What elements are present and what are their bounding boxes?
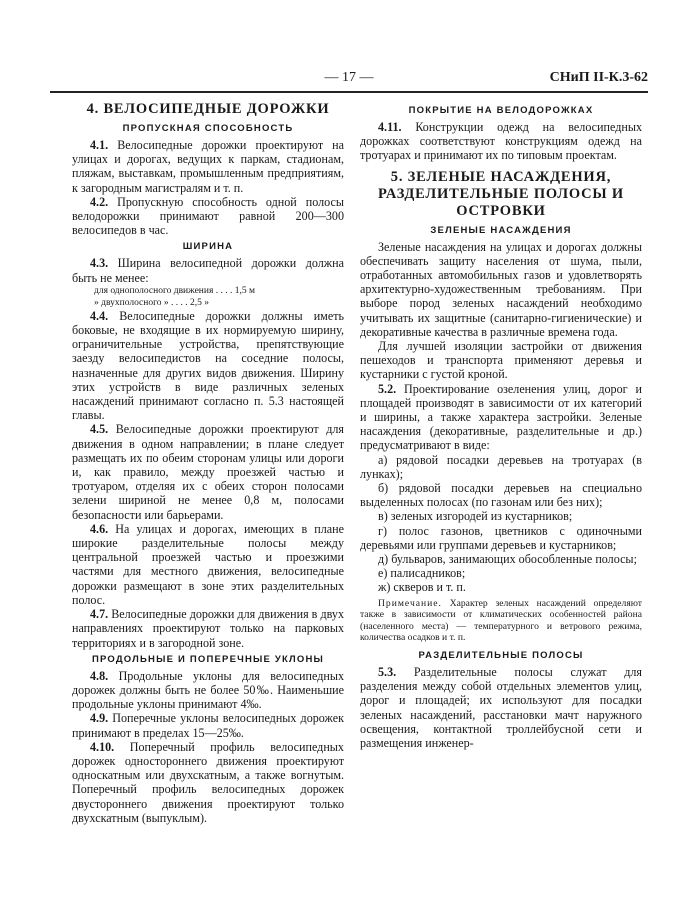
paragraph-4-10: 4.10. Поперечный профиль велосипедных дорожек одностороннего движения проектируют односкатным или двухскатным, а также вогнутым. Поперечный профиль велосипедных дорожек двустороннего движения проектируют только двухскатным (выпуклым).	[72, 739, 344, 825]
list-item: б) рядовой посадки деревьев на специально выделенных полосах (по газонам или без них);	[360, 481, 642, 510]
subheading-capacity: ПРОПУСКНАЯ СПОСОБНОСТЬ	[122, 123, 294, 134]
list-item: ж) скверов и т. п.	[378, 580, 466, 595]
paragraph-4-5: 4.5. Велосипедные дорожки проектируют для движения в одном направлении; в плане следует размещать их по обеим сторонам улицы или дороги и, как правило, между проезжей частью и тротуаром, отделяя их с обеих сторон полосами зелени шириной не менее 0,8 м, полосами безопасности или барьерами.	[72, 422, 344, 522]
paragraph-4-7: 4.7. Велосипедные дорожки для движения в двух направлениях проектируют только на парковых территориях и в загородной зоне.	[72, 607, 344, 650]
list-item: е) палисадников;	[378, 566, 466, 581]
subheading-cover: ПОКРЫТИЕ НА ВЕЛОДОРОЖКАХ	[408, 105, 594, 116]
paragraph-4-2: 4.2. Пропускную способность одной полосы велодорожки принимают равной 200—300 велосипедов в час.	[72, 194, 344, 238]
chapter-title-4: 4. ВЕЛОСИПЕДНЫЕ ДОРОЖКИ	[86, 101, 330, 117]
subheading-dividing: РАЗДЕЛИТЕЛЬНЫЕ ПОЛОСЫ	[418, 650, 584, 662]
subheading-width: ШИРИНА	[182, 241, 234, 253]
subheading-green: ЗЕЛЕНЫЕ НАСАЖДЕНИЯ	[430, 224, 572, 236]
left-column	[72, 101, 344, 881]
paragraph-4-8: 4.8. Продольные уклоны для велосипедных дорожек должны быть не более 50‰. Наименьшие продольные уклоны принимают 4‰.	[72, 668, 344, 712]
width-two-lane: » двухполосного » . . . . 2,5 »	[94, 297, 210, 308]
paragraph-4-1: 4.1. Велосипедные дорожки проектируют на улицах и дорогах, ведущих к паркам, стадионам, пляжам, выставкам, промышленным предприятиям, к загородным магистралям и т. п.	[72, 138, 344, 195]
paragraph-5-2: 5.2. Проектирование озеленения улиц, дорог и площадей производят в зависимости от их категорий и ширины, а также характера застройки. Зеленые насаждения (декоративные, разделительные и др.) предусматривают в виде:	[360, 381, 642, 453]
right-column	[360, 101, 642, 881]
paragraph-5-3: 5.3. Разделительные полосы служат для разделения между собой отдельных элементов улиц, дорог и площадей; их используют для посадки зеленых насаждений, расстановки мачт наружного освещения, контактной троллейбусной сети и размещения инженер-	[360, 665, 642, 751]
document-code: СНиП II-К.3-62	[549, 70, 648, 85]
subheading-slopes: ПРОДОЛЬНЫЕ И ПОПЕРЕЧНЫЕ УКЛОНЫ	[91, 653, 325, 665]
page-header	[50, 70, 648, 88]
list-item: д) бульваров, занимающих обособленные полосы;	[378, 552, 637, 567]
paragraph-4-4: 4.4. Велосипедные дорожки должны иметь боковые, не входящие в их нормируемую ширину, ограничительные устройства, препятствующие заезду велосипедистов на соседние полосы, назначенные для других видов движения. Ширину этих устройств в виде различных зеленых насаждений принимают согласно п. 5.3 настоящей главы.	[72, 308, 344, 423]
paragraph-4-9: 4.9. Поперечные уклоны велосипедных дорожек принимают в пределах 15—25‰.	[72, 711, 344, 740]
paragraph-5-intro: Зеленые насаждения на улицах и дорогах должны обеспечивать защиту населения от шума, пыли, отработанных автомобильных газов и удовлетворять архитектурно-художественным требованиям. При выборе пород зеленых насаждений необходимо учитывать их защитные (санитарно-гигиенические) и декоративные качества в различные времена года.	[360, 239, 642, 339]
paragraph-4-11: 4.11. Конструкции одежд на велосипедных дорожках соответствуют конструкциям одежд на тротуарах и принимают их по типовым проектам.	[360, 120, 642, 163]
list-item: г) полос газонов, цветников с одиночными деревьями или группами деревьев и кустарников;	[360, 523, 642, 552]
paragraph-4-3: 4.3. Ширина велосипедной дорожки должна быть не менее:	[72, 256, 344, 285]
list-item: а) рядовой посадки деревьев на тротуарах (в лунках);	[360, 452, 642, 481]
paragraph-4-6: 4.6. На улицах и дорогах, имеющих в плане широкие разделительные полосы между центральной проезжей частью и проезжими частями для местного движения, велосипедные дорожки размещают в зоне этих разделительных полос.	[72, 521, 344, 607]
width-one-lane: для однополосного движения . . . . 1,5 м	[94, 285, 255, 296]
chapter-title-5: 5. ЗЕЛЕНЫЕ НАСАЖДЕНИЯ, РАЗДЕЛИТЕЛЬНЫЕ ПОЛОСЫ И ОСТРОВКИ	[378, 168, 624, 219]
paragraph-5-1: Для лучшей изоляции застройки от движения пешеходов и транспорта применяют деревья и кустарники с густой кроной.	[360, 339, 642, 382]
header-rule	[50, 91, 648, 93]
page-number: — 17 —	[324, 70, 374, 85]
list-item: в) зеленых изгородей из кустарников;	[378, 509, 573, 524]
note: Примечание. Характер зеленых насаждений определяют также в зависимости от климатических особенностей района (населенного места) — температурного и ветрового режима, количества осадков и т. п.	[360, 597, 642, 644]
